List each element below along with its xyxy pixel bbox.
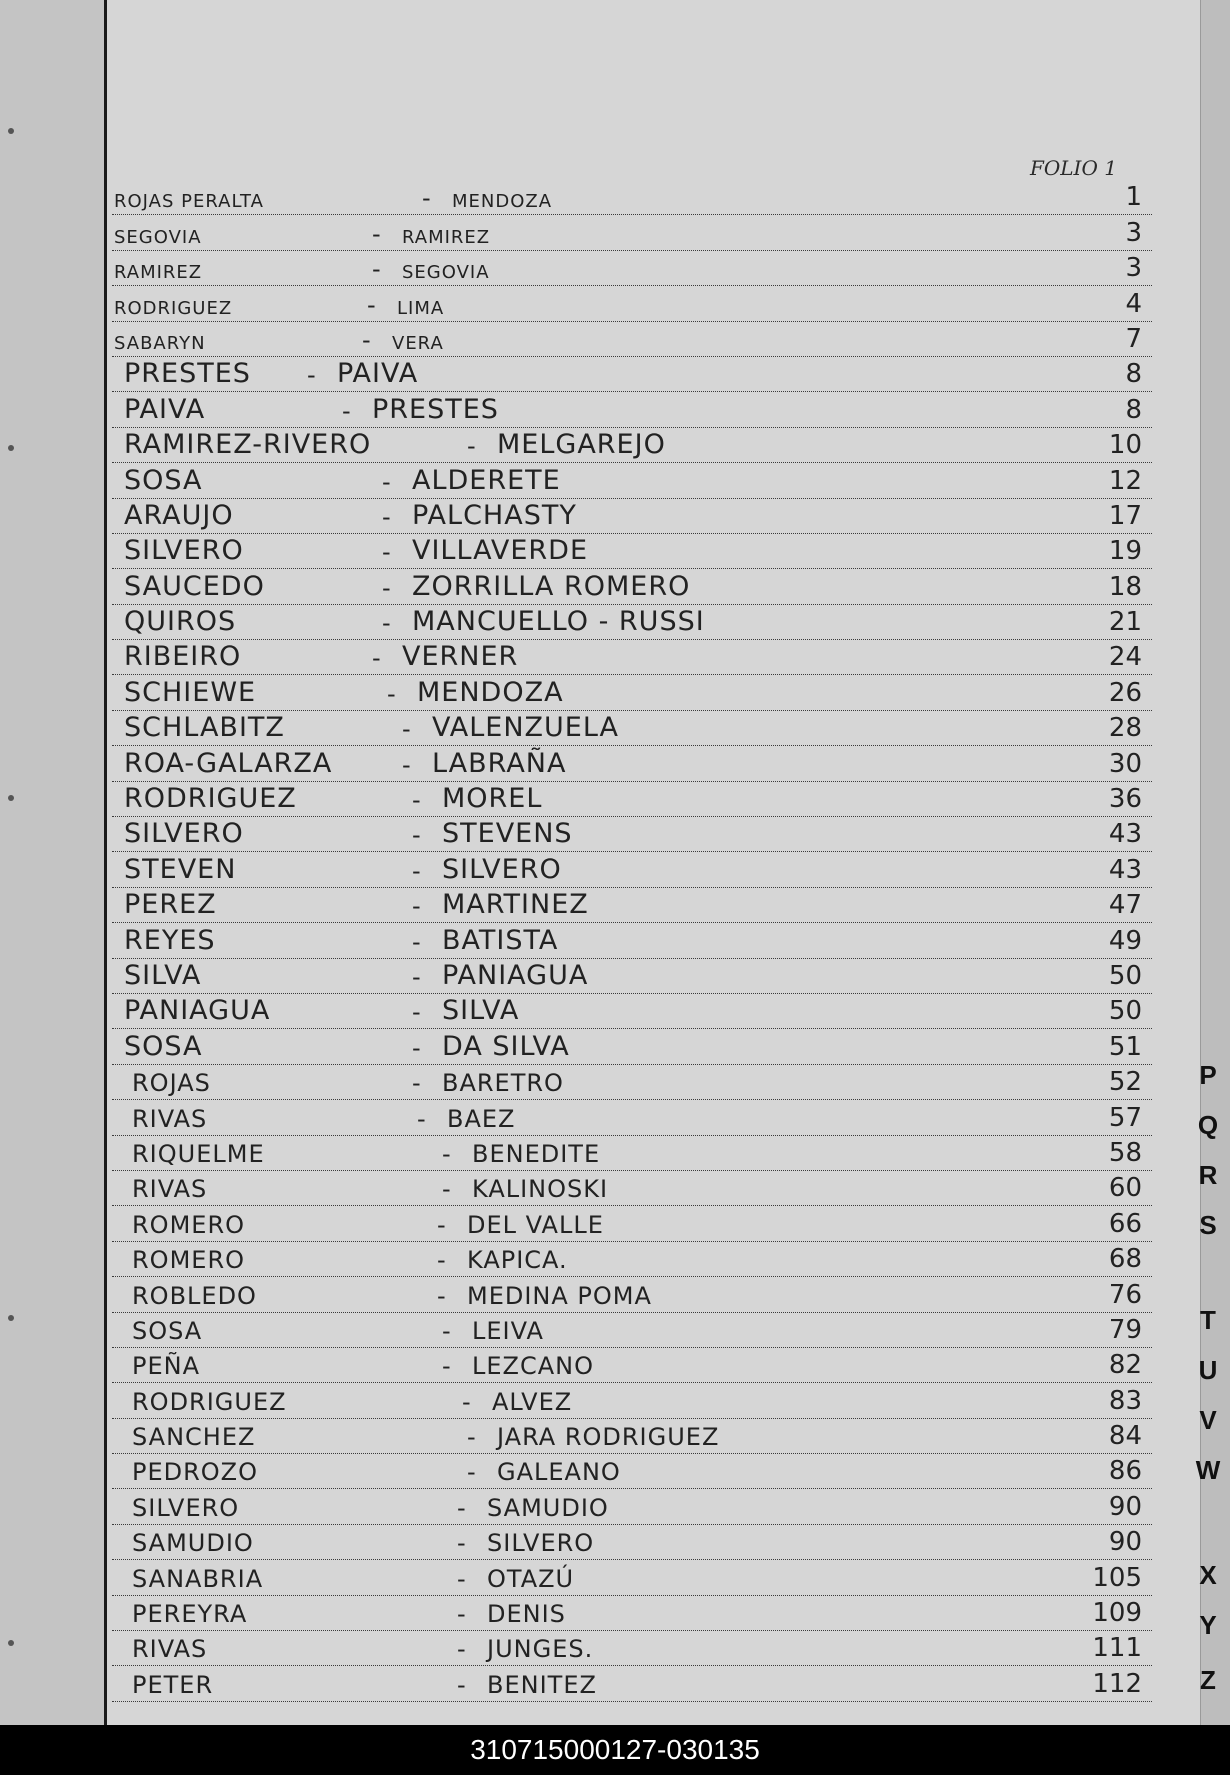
list-item	[112, 534, 1152, 569]
surname-second: LABRAÑA	[432, 747, 567, 779]
separator-dash: -	[412, 786, 421, 815]
surname-first: SILVERO	[124, 535, 244, 567]
folio-number: 66	[1108, 1208, 1142, 1239]
surname-first: SILVERO	[132, 1493, 240, 1522]
list-item	[112, 499, 1152, 534]
folio-number: 90	[1108, 1491, 1142, 1522]
list-item	[112, 1171, 1152, 1206]
list-item	[112, 923, 1152, 958]
surname-first: SAUCEDO	[124, 570, 265, 602]
surname-second: OTAZÚ	[487, 1564, 575, 1593]
pin-mark	[8, 445, 14, 451]
surname-second: VERA	[392, 332, 444, 354]
separator-dash: -	[437, 1281, 446, 1310]
folio-number: 68	[1108, 1244, 1142, 1275]
separator-dash: -	[307, 361, 316, 390]
list-item	[112, 852, 1152, 887]
separator-dash: -	[417, 1104, 426, 1133]
list-item	[112, 605, 1152, 640]
surname-second: PANIAGUA	[442, 959, 589, 991]
surname-second: MENDOZA	[417, 676, 564, 708]
surname-first: RAMIREZ-RIVERO	[124, 429, 372, 461]
surname-first: RIBEIRO	[124, 641, 242, 673]
surname-first: RIVAS	[132, 1175, 208, 1204]
separator-dash: -	[382, 502, 391, 531]
list-item	[112, 888, 1152, 923]
separator-dash: -	[442, 1139, 451, 1168]
list-item	[112, 569, 1152, 604]
surname-first: SCHLABITZ	[124, 712, 285, 744]
surname-second: KAPICA.	[467, 1246, 568, 1275]
folio-number: 4	[1125, 288, 1142, 319]
folio-number: 84	[1108, 1421, 1142, 1452]
surname-first: SANABRIA	[132, 1564, 264, 1593]
list-item	[112, 711, 1152, 746]
folio-number: 57	[1108, 1102, 1142, 1133]
folio-number: 3	[1125, 217, 1142, 248]
surname-second: MARTINEZ	[442, 889, 589, 921]
separator-dash: -	[382, 467, 391, 496]
list-item	[112, 1596, 1152, 1631]
separator-dash: -	[442, 1316, 451, 1345]
separator-dash: -	[412, 1033, 421, 1062]
surname-first: ROJAS PERALTA	[114, 191, 264, 213]
folio-number: 79	[1108, 1314, 1142, 1345]
separator-dash: -	[362, 325, 371, 354]
list-item	[112, 746, 1152, 781]
surname-second: DA SILVA	[442, 1030, 570, 1062]
surname-first: PANIAGUA	[124, 995, 271, 1027]
surname-second: SILVA	[442, 995, 520, 1027]
left-margin	[0, 0, 108, 1725]
pin-mark	[8, 1315, 14, 1321]
surname-second: RAMIREZ	[402, 226, 491, 248]
separator-dash: -	[382, 609, 391, 638]
surname-first: ROMERO	[132, 1210, 246, 1239]
list-item	[112, 1419, 1152, 1454]
separator-dash: -	[382, 573, 391, 602]
separator-dash: -	[457, 1635, 466, 1664]
separator-dash: -	[412, 998, 421, 1027]
folio-number: 105	[1092, 1562, 1142, 1593]
pin-mark	[8, 128, 14, 134]
separator-dash: -	[342, 396, 351, 425]
separator-dash: -	[442, 1175, 451, 1204]
surname-second: STEVENS	[442, 818, 573, 850]
folio-number: 86	[1108, 1456, 1142, 1487]
index-tab-s[interactable]: S	[1199, 1210, 1217, 1240]
list-item	[112, 180, 1152, 215]
surname-first: RODRIGUEZ	[114, 297, 233, 319]
surname-first: PEÑA	[132, 1352, 201, 1381]
surname-first: SILVA	[124, 959, 202, 991]
surname-first: SCHIEWE	[124, 676, 257, 708]
list-item	[112, 1454, 1152, 1489]
folio-number: 43	[1108, 819, 1142, 850]
surname-second: ALDERETE	[412, 464, 561, 496]
pin-mark	[8, 1640, 14, 1646]
folio-number: 1	[1125, 182, 1142, 213]
folio-number: 47	[1108, 890, 1142, 921]
index-tab-q[interactable]: Q	[1197, 1110, 1219, 1140]
separator-dash: -	[412, 962, 421, 991]
surname-first: ROJAS	[132, 1069, 211, 1098]
separator-dash: -	[457, 1493, 466, 1522]
list-item	[112, 994, 1152, 1029]
folio-number: 17	[1108, 500, 1142, 531]
folio-number: 24	[1108, 642, 1142, 673]
separator-dash: -	[467, 1458, 476, 1487]
separator-dash: -	[372, 644, 381, 673]
folio-number: 51	[1108, 1031, 1142, 1062]
list-item	[112, 1313, 1152, 1348]
surname-second: JARA RODRIGUEZ	[497, 1423, 720, 1452]
separator-dash: -	[467, 1423, 476, 1452]
list-item	[112, 1666, 1152, 1701]
folio-number: 50	[1108, 996, 1142, 1027]
surname-second: DEL VALLE	[467, 1210, 604, 1239]
folio-number: 30	[1108, 748, 1142, 779]
surname-first: SOSA	[124, 1030, 203, 1062]
surname-second: VALENZUELA	[432, 712, 619, 744]
surname-first: SOSA	[132, 1316, 203, 1345]
surname-second: ZORRILLA ROMERO	[412, 570, 691, 602]
separator-dash: -	[437, 1210, 446, 1239]
surname-second: MENDOZA	[452, 191, 553, 213]
folio-number: 12	[1108, 465, 1142, 496]
surname-second: SEGOVIA	[402, 262, 490, 284]
surname-second: JUNGES.	[487, 1635, 594, 1664]
folio-number: 19	[1108, 536, 1142, 567]
index-tab-x[interactable]: X	[1199, 1560, 1217, 1590]
surname-second: LEIVA	[472, 1316, 544, 1345]
separator-dash: -	[372, 255, 381, 284]
surname-second: SAMUDIO	[487, 1493, 609, 1522]
surname-first: PAIVA	[124, 393, 206, 425]
surname-second: LEZCANO	[472, 1352, 594, 1381]
surname-first: PEREYRA	[132, 1600, 248, 1629]
index-tab-w[interactable]: W	[1195, 1455, 1221, 1485]
surname-first: SOSA	[124, 464, 203, 496]
index-tab-y[interactable]: Y	[1199, 1610, 1217, 1640]
folio-number: 28	[1108, 713, 1142, 744]
index-tab-u[interactable]: U	[1198, 1355, 1218, 1385]
list-item	[112, 251, 1152, 286]
surname-second: BARETRO	[442, 1069, 564, 1098]
index-tab-t[interactable]: T	[1200, 1305, 1216, 1335]
folio-number: 58	[1108, 1137, 1142, 1168]
surname-second: VERNER	[402, 641, 519, 673]
folio-number: 26	[1108, 677, 1142, 708]
separator-dash: -	[457, 1600, 466, 1629]
surname-second: PALCHASTY	[412, 499, 577, 531]
folio-number: 90	[1108, 1527, 1142, 1558]
separator-dash: -	[367, 290, 376, 319]
separator-dash: -	[457, 1670, 466, 1699]
separator-dash: -	[412, 1069, 421, 1098]
list-item	[112, 675, 1152, 710]
surname-first: ARAUJO	[124, 499, 234, 531]
list-item	[112, 1206, 1152, 1241]
folio-number: 36	[1108, 784, 1142, 815]
list-item	[112, 1489, 1152, 1524]
folio-number: 111	[1092, 1633, 1142, 1664]
index-tab-r[interactable]: R	[1198, 1160, 1218, 1190]
surname-first: ROA-GALARZA	[124, 747, 333, 779]
surname-first: RODRIGUEZ	[124, 783, 297, 815]
list-item	[112, 1560, 1152, 1595]
surname-first: STEVEN	[124, 853, 237, 885]
list-item	[112, 463, 1152, 498]
surname-second: SILVERO	[487, 1529, 595, 1558]
separator-dash: -	[467, 432, 476, 461]
surname-first: PEREZ	[124, 889, 217, 921]
folio-number: 60	[1108, 1173, 1142, 1204]
surname-second: BATISTA	[442, 924, 559, 956]
surname-second: VILLAVERDE	[412, 535, 589, 567]
separator-dash: -	[462, 1387, 471, 1416]
list-item	[112, 640, 1152, 675]
folio-number: 82	[1108, 1350, 1142, 1381]
list-item	[112, 428, 1152, 463]
separator-dash: -	[382, 538, 391, 567]
separator-dash: -	[387, 679, 396, 708]
list-item	[112, 286, 1152, 321]
surname-first: RIVAS	[132, 1104, 208, 1133]
list-item	[112, 959, 1152, 994]
list-item	[112, 1277, 1152, 1312]
list-item	[112, 357, 1152, 392]
list-item	[112, 1242, 1152, 1277]
folio-header: FOLIO 1	[1030, 156, 1117, 180]
surname-second: MANCUELLO - RUSSI	[412, 606, 705, 638]
folio-number: 52	[1108, 1067, 1142, 1098]
surname-first: RIQUELME	[132, 1139, 265, 1168]
separator-dash: -	[457, 1529, 466, 1558]
folio-number: 10	[1108, 430, 1142, 461]
index-tab-z[interactable]: Z	[1200, 1665, 1216, 1695]
surname-first: RAMIREZ	[114, 262, 203, 284]
separator-dash: -	[412, 856, 421, 885]
surname-second: KALINOSKI	[472, 1175, 609, 1204]
separator-dash: -	[412, 821, 421, 850]
folio-number: 7	[1125, 323, 1142, 354]
surname-second: BENEDITE	[472, 1139, 601, 1168]
list-item	[112, 1136, 1152, 1171]
surname-second: PRESTES	[372, 393, 499, 425]
folio-number: 83	[1108, 1385, 1142, 1416]
surname-second: BAEZ	[447, 1104, 516, 1133]
surname-second: BENITEZ	[487, 1670, 597, 1699]
surname-second: MEDINA POMA	[467, 1281, 652, 1310]
folio-number: 112	[1092, 1668, 1142, 1699]
separator-dash: -	[372, 219, 381, 248]
surname-first: SEGOVIA	[114, 226, 202, 248]
surname-second: PAIVA	[337, 358, 419, 390]
list-item	[112, 392, 1152, 427]
list-item	[112, 322, 1152, 357]
list-item	[112, 1631, 1152, 1666]
list-item	[112, 1525, 1152, 1560]
folio-number: 8	[1125, 359, 1142, 390]
separator-dash: -	[422, 184, 431, 213]
surname-first: REYES	[124, 924, 216, 956]
surname-first: ROMERO	[132, 1246, 246, 1275]
surname-second: GALEANO	[497, 1458, 621, 1487]
separator-dash: -	[402, 750, 411, 779]
list-item	[112, 1383, 1152, 1418]
folio-number: 50	[1108, 960, 1142, 991]
surname-second: MELGAREJO	[497, 429, 666, 461]
folio-number: 76	[1108, 1279, 1142, 1310]
list-item	[112, 782, 1152, 817]
folio-number: 3	[1125, 253, 1142, 284]
surname-first: PETER	[132, 1670, 214, 1699]
folio-number: 21	[1108, 607, 1142, 638]
index-tab-p[interactable]: P	[1199, 1060, 1217, 1090]
pin-mark	[8, 795, 14, 801]
surname-first: PEDROZO	[132, 1458, 259, 1487]
list-item	[112, 1348, 1152, 1383]
surname-second: ALVEZ	[492, 1387, 573, 1416]
separator-dash: -	[412, 927, 421, 956]
separator-dash: -	[457, 1564, 466, 1593]
index-tab-v[interactable]: V	[1199, 1405, 1217, 1435]
surname-first: RIVAS	[132, 1635, 208, 1664]
list-item	[112, 1065, 1152, 1100]
surname-first: SILVERO	[124, 818, 244, 850]
surname-first: QUIROS	[124, 606, 237, 638]
list-item	[112, 215, 1152, 250]
surname-first: SAMUDIO	[132, 1529, 254, 1558]
surname-second: LIMA	[397, 297, 445, 319]
folio-number: 18	[1108, 571, 1142, 602]
surname-second: SILVERO	[442, 853, 562, 885]
separator-dash: -	[402, 715, 411, 744]
list-item	[112, 1100, 1152, 1135]
separator-dash: -	[442, 1352, 451, 1381]
surname-first: SABARYN	[114, 332, 206, 354]
surname-first: SANCHEZ	[132, 1423, 256, 1452]
list-item	[112, 1029, 1152, 1064]
folio-number: 8	[1125, 394, 1142, 425]
surname-first: ROBLEDO	[132, 1281, 257, 1310]
entries-list	[112, 180, 1152, 1702]
separator-dash: -	[412, 892, 421, 921]
folio-number: 43	[1108, 854, 1142, 885]
surname-second: MOREL	[442, 783, 543, 815]
list-item	[112, 817, 1152, 852]
surname-first: PRESTES	[124, 358, 251, 390]
separator-dash: -	[437, 1246, 446, 1275]
document-code: 310715000127-030135	[0, 1725, 1230, 1775]
folio-number: 49	[1108, 925, 1142, 956]
surname-first: RODRIGUEZ	[132, 1387, 287, 1416]
folio-number: 109	[1092, 1598, 1142, 1629]
surname-second: DENIS	[487, 1600, 566, 1629]
